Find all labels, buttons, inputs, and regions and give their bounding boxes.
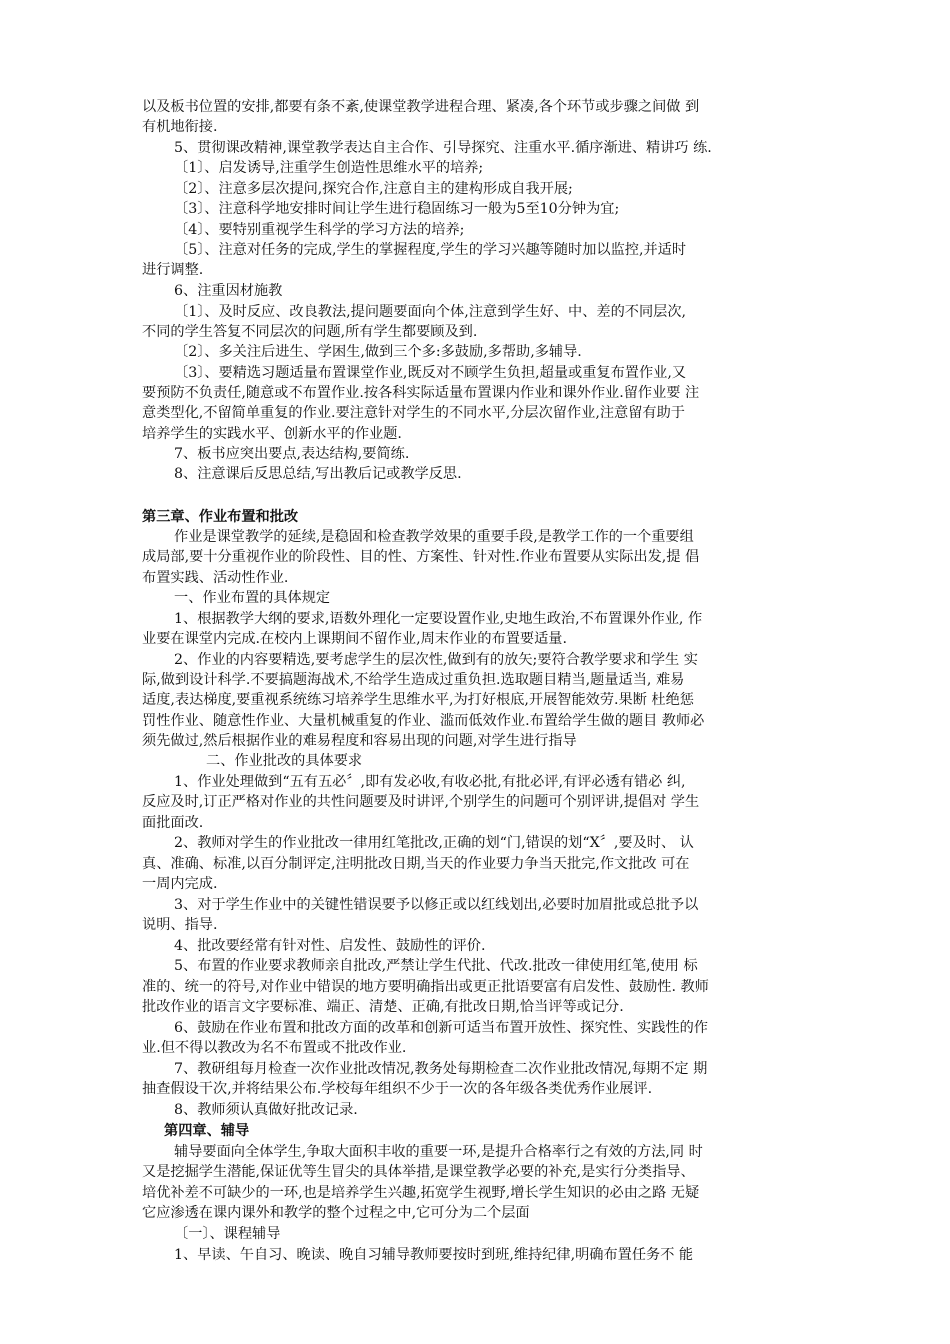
text-line: 6、鼓励在作业布置和批改方面的改革和创新可适当布置开放性、探究性、实践性的作 bbox=[174, 1020, 708, 1036]
text-line: 辅导要面向全体学生,争取大面积丰收的重要一环,是提升合格率行之有效的方法,同 时 bbox=[174, 1144, 703, 1160]
text-line: 业要在课堂内完成.在校内上课期间不留作业,周末作业的布置要适量. bbox=[142, 631, 567, 647]
chapter-heading: 第四章、辅导 bbox=[164, 1123, 250, 1139]
text-line: 批改作业的语言文字要标准、端正、清楚、正确,有批改日期,恰当评等或记分. bbox=[142, 999, 624, 1015]
text-line: 以及板书位置的安排,都要有条不紊,使课堂教学进程合理、紧凑,各个环节或步骤之间做 到 bbox=[142, 99, 700, 115]
text-line: 〔4〕、要特别重视学生科学的学习方法的培养; bbox=[174, 222, 465, 238]
text-line: 1、根据教学大纲的要求,语数外理化一定要设置作业,史地生政治,不布置课外作业, 作 bbox=[174, 611, 703, 627]
text-line: 有机地衔接. bbox=[142, 119, 218, 135]
text-line: 5、贯彻课改精神,课堂教学表达自主合作、引导探究、注重水平.循序渐进、精讲巧 练. bbox=[174, 140, 712, 156]
text-line: 成局部,要十分重视作业的阶段性、目的性、方案性、针对性.作业布置要从实际出发,提 倡 bbox=[142, 549, 700, 565]
text-line: 准的、统一的符号,对作业中错误的地方要明确指出或更正批语要富有启发性、鼓励性. 教师 bbox=[142, 979, 709, 995]
text-line: 作业是课堂教学的延续,是稳固和检查教学效果的重要手段,是教学工作的一个重要组 bbox=[174, 529, 694, 545]
section-heading: 〔一〕、课程辅导 bbox=[174, 1226, 281, 1242]
text-line: 〔2〕、多关注后进生、学困生,做到三个多:多鼓励,多帮助,多辅导. bbox=[174, 344, 582, 360]
text-line: 不同的学生答复不同层次的问题,所有学生都要顾及到. bbox=[142, 324, 478, 340]
text-line: 抽查假设干次,并将结果公布.学校每年组织不少于一次的各年级各类优秀作业展评. bbox=[142, 1081, 653, 1097]
text-line: 5、布置的作业要求教师亲自批改,严禁让学生代批、代改.批改一律使用红笔,使用 标 bbox=[174, 958, 698, 974]
text-line: 培养学生的实践水平、创新水平的作业题. bbox=[142, 426, 402, 442]
text-line: 布置实践、活动性作业. bbox=[142, 570, 289, 586]
text-line: 罚性作业、随意性作业、大量机械重复的作业、滥而低效作业.布置给学生做的题目 教师必 bbox=[142, 713, 705, 729]
text-line: 〔3〕、注意科学地安排时间让学生进行稳固练习一般为5至10分钟为宜; bbox=[174, 201, 620, 217]
text-line: 2、作业的内容要精选,要考虑学生的层次性,做到有的放矢;要符合教学要求和学生 实 bbox=[174, 652, 698, 668]
text-line: 3、对于学生作业中的关键性错误要予以修正或以红线划出,必要时加眉批或总批予以 bbox=[174, 897, 699, 913]
text-line: 培优补差不可缺少的一环,也是培养学生兴趣,拓宽学生视野,增长学生知识的必由之路 无疑 bbox=[142, 1185, 700, 1201]
text-line: 进行调整. bbox=[142, 262, 204, 278]
text-line: 真、准确、标准,以百分制评定,注明批改日期,当天的作业要力争当天批完,作文批改 可在 bbox=[142, 856, 690, 872]
section-heading: 一、作业布置的具体规定 bbox=[174, 590, 331, 606]
text-line: 要预防不负责任,随意或不布置作业.按各科实际适量布置课内作业和课外作业.留作业要 注 bbox=[142, 385, 700, 401]
text-line: 业.但不得以教改为名不布置或不批改作业. bbox=[142, 1040, 407, 1056]
text-line: 又是挖掘学生潜能,保证优等生冒尖的具体举措,是课堂教学必要的补充,是实行分类指导、 bbox=[142, 1164, 695, 1180]
text-line: 4、批改要经常有针对性、启发性、鼓励性的评价. bbox=[174, 938, 486, 954]
text-line: 7、教研组每月检查一次作业批改情况,教务处每期检查二次作业批改情况,每期不定 期 bbox=[174, 1061, 708, 1077]
text-line: 面批面改. bbox=[142, 815, 204, 831]
text-line: 8、注意课后反思总结,写出教后记或教学反思. bbox=[174, 466, 462, 482]
text-line: 一周内完成. bbox=[142, 876, 218, 892]
text-line: 〔2〕、注意多层次提问,探究合作,注意自主的建构形成自我开展; bbox=[174, 181, 573, 197]
text-line: 〔1〕、及时反应、改良教法,提问题要面向个体,注意到学生好、中、差的不同层次, bbox=[174, 304, 687, 320]
text-line: 它应渗透在课内课外和教学的整个过程之中,它可分为二个层面 bbox=[142, 1205, 530, 1221]
chapter-heading: 第三章、作业布置和批改 bbox=[142, 509, 299, 525]
section-heading: 二、作业批改的具体要求 bbox=[206, 753, 363, 769]
text-line: 8、教师须认真做好批改记录. bbox=[174, 1102, 358, 1118]
text-line: 须先做过,然后根据作业的难易程度和容易出现的问题,对学生进行指导 bbox=[142, 733, 577, 749]
text-line: 1、早读、午自习、晚读、晚自习辅导教师要按时到班,维持纪律,明确布置任务不 能 bbox=[174, 1247, 694, 1263]
text-line: 〔1〕、启发诱导,注重学生创造性思维水平的培养; bbox=[174, 160, 484, 176]
text-line: 〔5〕、注意对任务的完成,学生的掌握程度,学生的学习兴趣等随时加以监控,并适时 bbox=[174, 242, 687, 258]
text-line: 际,做到设计科学.不要搞题海战术,不给学生造成过重负担.选取题目精当,题量适当, 难易 bbox=[142, 672, 685, 688]
text-line: 反应及时,订正严格对作业的共性问题要及时讲评,个别学生的问题可个别评讲,提倡对 学生 bbox=[142, 794, 700, 810]
text-line: 1、作业处理做到“五有五必〞,即有发必收,有收必批,有批必评,有评必透有错必 纠, bbox=[174, 774, 686, 790]
text-line: 7、板书应突出要点,表达结构,要简练. bbox=[174, 446, 410, 462]
text-line: 〔3〕、要精选习题适量布置课堂作业,既反对不顾学生负担,超量或重复布置作业,又 bbox=[174, 365, 687, 381]
text-line: 6、注重因材施教 bbox=[174, 283, 283, 299]
text-line: 2、教师对学生的作业批改一律用红笔批改,正确的划“门,错误的划“X〞,要及时、 认 bbox=[174, 835, 694, 851]
text-line: 意类型化,不留简单重复的作业.要注意针对学生的不同水平,分层次留作业,注意留有助于 bbox=[142, 405, 685, 421]
text-line: 说明、指导. bbox=[142, 917, 218, 933]
text-line: 适度,表达梯度,要重视系统练习培养学生思维水平,为打好根底,开展智能效劳.果断 杜绝惩 bbox=[142, 692, 694, 708]
